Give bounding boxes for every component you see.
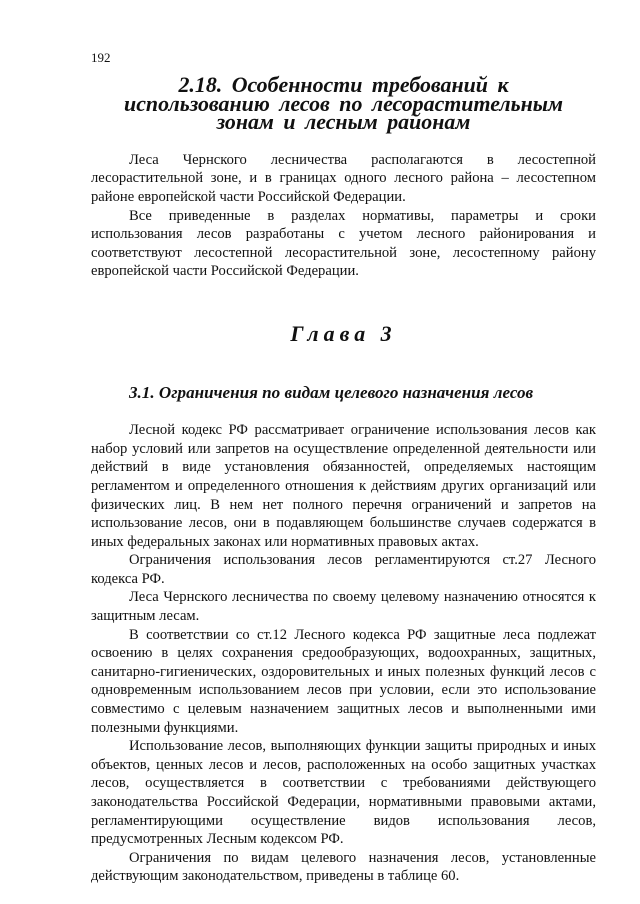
page-number: 192 — [91, 50, 111, 65]
section-2-18-heading: 2.18. Особенности требований к использованию лесов по лесорастительным зонам и лесным районам — [124, 72, 563, 135]
section-2-18-paragraph: Все приведенные в разделах нормативы, параметры и сроки использования лесов разработаны с учетом лесного районирования и соответствуют лесостепной лесорастительной зоне, лесостепному району европейской части Российской Федерации. — [91, 207, 596, 280]
section-3-1-paragraph: Использование лесов, выполняющих функции защиты природных и иных объектов, ценных лесов и лесов, расположенных на особо защитных участках лесов, осуществляется в соответствии с требованиями действующего законодательства Российской Федерации, нормативными правовыми актами, регламентирующими осуществление видов использования лесов, предусмотренных Лесным кодексом РФ. — [91, 738, 596, 848]
section-3-1-heading: 3.1. Ограничения по видам целевого назначения лесов — [129, 382, 534, 402]
chapter-heading: Глава 3 — [290, 320, 397, 346]
page-content — [91, 72, 596, 886]
section-3-1-paragraph: В соответствии со ст.12 Лесного кодекса РФ защитные леса подлежат освоению в целях сохранения средообразующих, водоохранных, защитных, санитарно-гигиенических, оздоровительных и иных полезных функций лесов с одновременным использованием лесов при условии, если это использование совместимо с целевым назначением защитных лесов и выполненными ими полезными функциями. — [91, 626, 596, 736]
section-3-1-paragraph: Ограничения использования лесов регламентируются ст.27 Лесного кодекса РФ. — [91, 552, 596, 587]
section-3-1-paragraph: Леса Чернского лесничества по своему целевому назначению относятся к защитным лесам. — [91, 589, 596, 625]
section-2-18-paragraph: Леса Чернского лесничества располагаются в лесостепной лесорастительной зоне, и в границах одного лесного района – лесостепном районе европейской части Российской Федерации. — [91, 151, 596, 205]
section-3-1-paragraph: Лесной кодекс РФ рассматривает ограничение использования лесов как набор условий или запретов на осуществление определенной деятельности или действий в виде установления обязанностей, определяемых настоящим регламентом и определенного отношения к действиям других организаций или физических лиц. В нем нет полного перечня ограничений и запретов на использование лесов, они в подавляющем большинстве случаев содержатся в иных федеральных законах или нормативных правовых актах. — [91, 422, 596, 550]
section-3-1-paragraph: Ограничения по видам целевого назначения лесов, установленные действующим законодательством, приведены в таблице 60. — [91, 849, 596, 885]
